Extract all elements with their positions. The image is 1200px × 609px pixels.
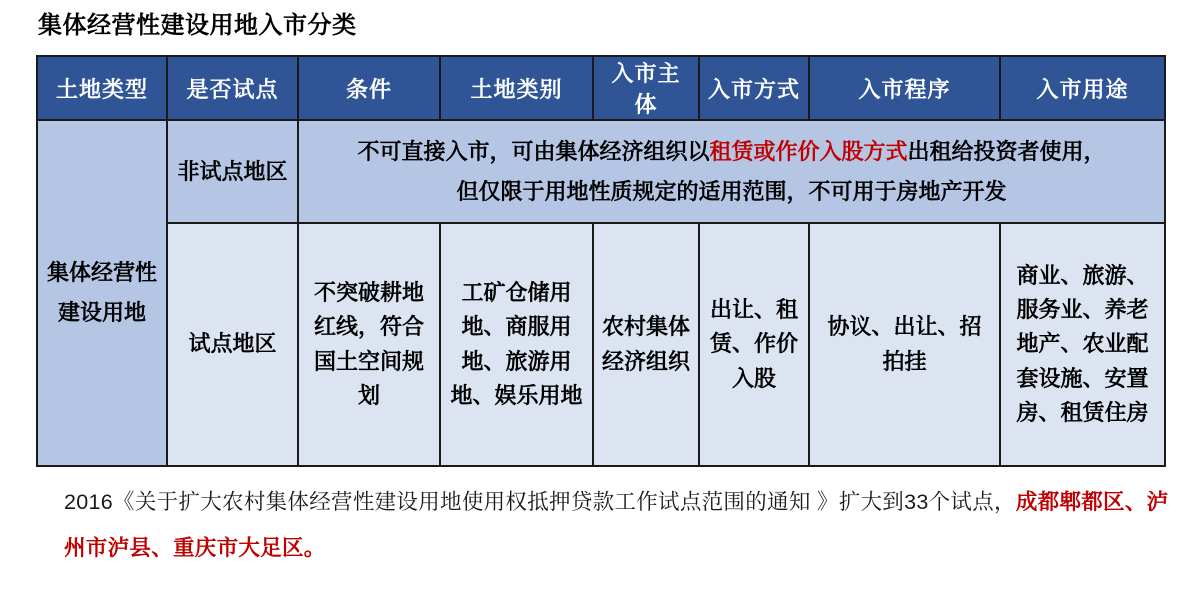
- footnote-highlight: 成都郫都区、泸州市泸县、重庆市大足区。: [64, 490, 1169, 560]
- non-pilot-desc-highlight: 租赁或作价入股方式: [709, 138, 908, 164]
- header-entry-method: 入市方式: [699, 56, 809, 120]
- cell-land-type: 集体经营性建设用地: [37, 120, 167, 466]
- cell-non-pilot-label: 非试点地区: [167, 120, 298, 223]
- footnote-main: 2016《关于扩大农村集体经营性建设用地使用权抵押贷款工作试点范围的通知 》扩大到33个试点，: [64, 490, 1016, 514]
- non-pilot-desc-pre: 不可直接入市，可由集体经济组织以: [357, 138, 710, 164]
- table-header-row: [37, 56, 1165, 120]
- cell-condition: 不突破耕地红线，符合国土空间规划: [298, 223, 440, 466]
- table-row-non-pilot: [37, 120, 1165, 223]
- cell-entry-subject: 农村集体经济组织: [593, 223, 699, 466]
- cell-entry-method: 出让、租赁、作价入股: [699, 223, 809, 466]
- header-entry-usage: 入市用途: [1000, 56, 1165, 120]
- page-title: 集体经营性建设用地入市分类: [38, 12, 357, 39]
- footnote-text: [64, 480, 1176, 571]
- cell-entry-usage: 商业、旅游、服务业、养老地产、农业配套设施、安置房、租赁住房: [1000, 223, 1165, 466]
- non-pilot-desc-post: 出租给投资者使用，: [907, 138, 1106, 164]
- cell-entry-procedure: 协议、出让、招拍挂: [809, 223, 1000, 466]
- header-pilot-status: 是否试点: [167, 56, 298, 120]
- cell-non-pilot-description: [298, 120, 1165, 223]
- cell-land-category: 工矿仓储用地、商服用地、旅游用地、娱乐用地: [440, 223, 593, 466]
- header-land-type: 土地类型: [37, 56, 167, 120]
- header-land-category: 土地类别: [440, 56, 593, 120]
- cell-pilot-label: 试点地区: [167, 223, 298, 466]
- land-classification-table: [36, 55, 1166, 467]
- header-condition: 条件: [298, 56, 440, 120]
- non-pilot-desc-line2: 但仅限于用地性质规定的适用范围，不可用于房地产开发: [456, 178, 1007, 204]
- header-entry-subject: 入市主体: [593, 56, 699, 120]
- table-row-pilot: [37, 223, 1165, 466]
- header-entry-procedure: 入市程序: [809, 56, 1000, 120]
